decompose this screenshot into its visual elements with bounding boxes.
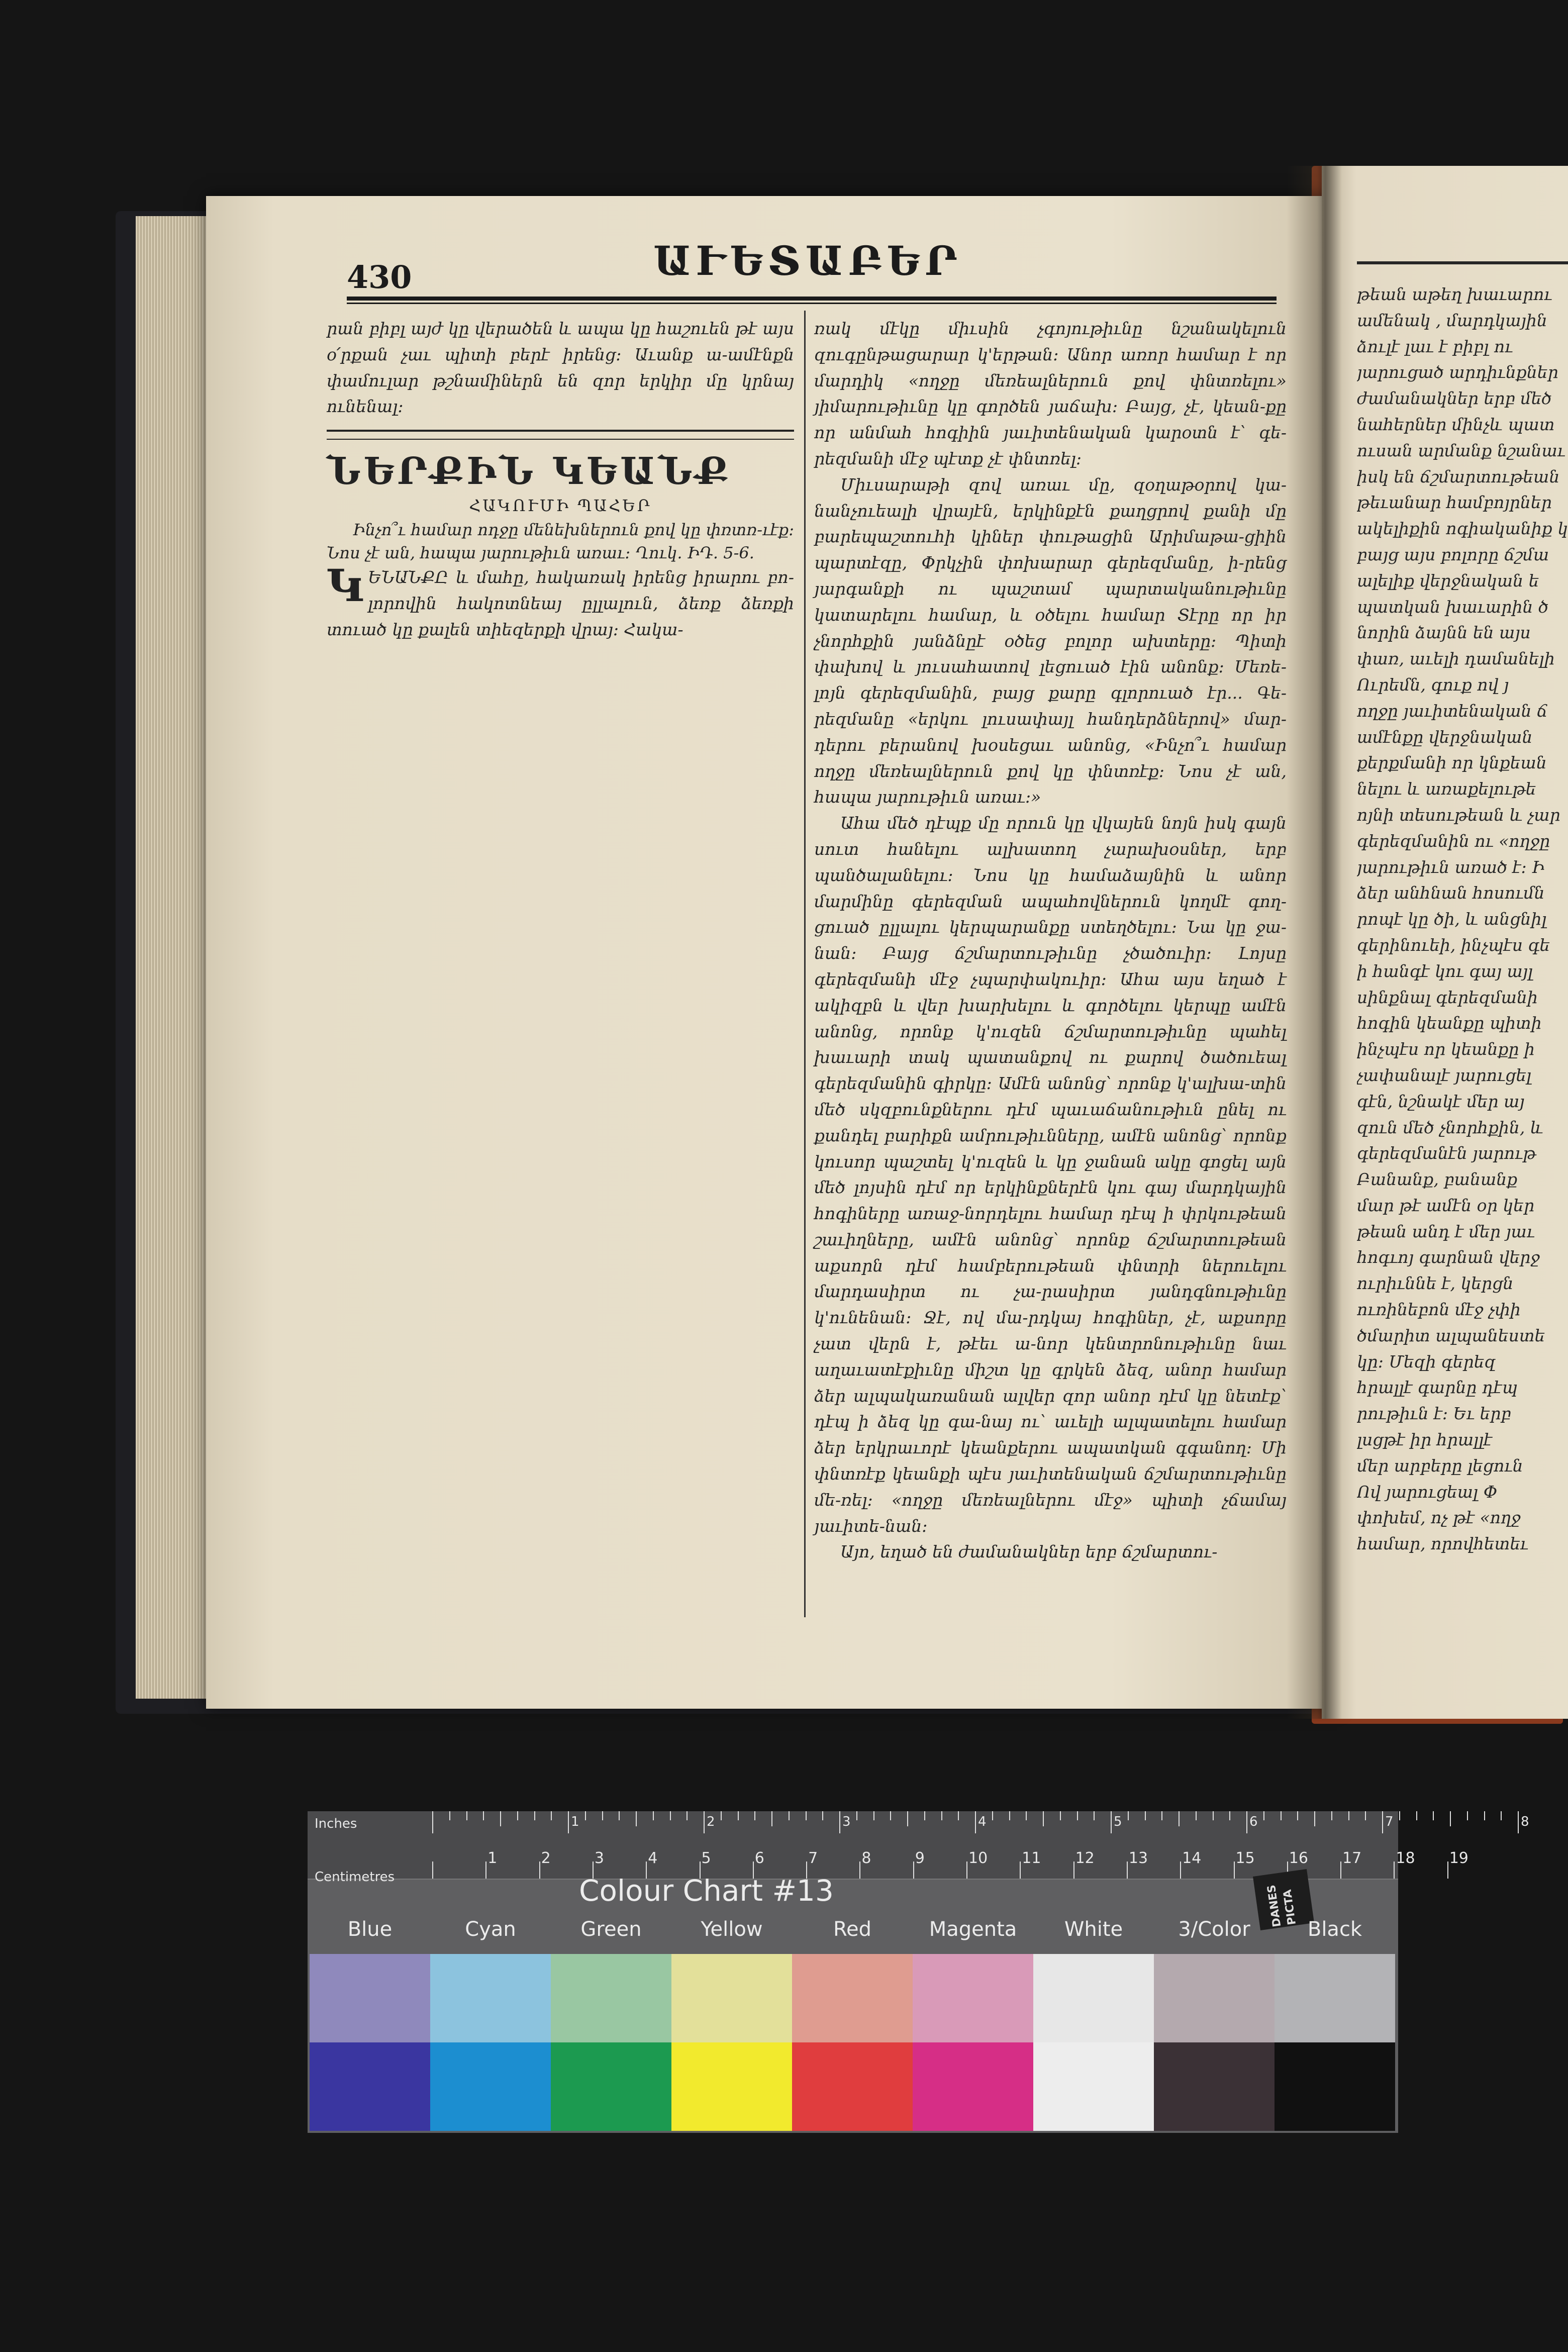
swatch-light [430,1954,551,2042]
ruler-tick [1314,1811,1315,1826]
ruler-tick [1484,1811,1485,1820]
right-page-line: ամէնքը վերջնական [1357,727,1533,747]
swatch-light [1275,1954,1395,2042]
paragraph: Ահա մեծ դէպք մը որուն կը վկայեն նոյն իսկ գայն սուտ հանելու ալխատող չարախօսներ, երբ պանծալանելու: Նոս կը համաձայնին և անոր մարմինը գերեզման ապահովներուն կողմէ գող-ցուած ըլլալու կերպարանքը ստեղծելու: Նա կը ջա-նան: Բայց ճշմարտութիւնը չծածուիր: Լոյսը գերեզմանի մէջ չպարփակուիր: Ահա այս եղած է ակիզբն և վեր խարխելու և գործելու կերպը ամէն անոնց, որոնք կ'ուզեն ճշմարտութիւնը պահել խաւարի տակ պատանքով ու քարով ծածուեալ գերեզմանին գիրկը: Ամէն անոնց՝ որոնք կ'ալխա-տին մեծ սկզբունքներու դէմ պաւաճանութիւն ընել ու քանդել բարիքն ամրութիւնները, ամէն անոնց՝ որոնք կուսոր պաշտել կ'ուզեն և կը ջանան ակը գոցել այն մեծ լոյսին դէմ որ երկինքներէն կու գայ մարդկային հոգիները առաջ-նորդելու համար դէպ ի փրկութեան շաւիղները, ամէն անոնց՝ որոնք ճշմարտութեան աքսորն դէմ համբերութեան փնտրի ներուելու մարդասիրտ ու չա-րասիրտ յանդգնութիւնը կ'ունենան: Ջէ, ով մա-րդկայ հոգիներ, չէ, աքսորը չատ վերն է, թէեւ ա-նոր կենտրոնութիւնը նաւ աղաւատէքիւնը միշտ կը գրկեն ձեզ, անոր համար ձեր ալպակառանան ալվեր զոր անոր դէմ կը նետէք՝ դէպ ի ձեզ կը գա-նայ ու՝ աւելի ալպատելու համար ձեր երկրաւորէ կեանքերու ապատկան գգանող: Մի փնտռէք կեանքի պէս յաւիտենական ճշմարտութիւնը մե-ռել: «ողջը մեռեալներու մէջ» պիտի չճամայ յաւիտե-նան: [814,813,1287,1536]
paragraph: րան բիբլ այժ կը վերածեն և ապա կը հաշուեն թէ այս օ՛րքան չաւ պիտի բերէ իրենց: Աւանք ա-ամէնքն փամուլար թշնամիներն են զոր երկիր մը կրնայ ունենալ: [327,319,794,417]
right-page-line: զուն մեծ չնորհքին, և [1357,1117,1543,1137]
right-page-text [1357,281,1568,1557]
cm-number: 18 [1396,1849,1415,1867]
cm-number: 14 [1182,1849,1202,1867]
swatch-dark [1154,2042,1275,2131]
ruler-tick [1399,1811,1400,1820]
right-page-line: չափանալէ յարուցել [1357,1065,1532,1085]
drop-cap: Կ [327,559,364,612]
section-rule-thin [327,439,794,440]
cm-tick [859,1861,860,1879]
ruler-tick [653,1811,654,1820]
ruler-tick [1196,1811,1197,1820]
right-page-line: ծմարիտ ալպանեստե [1357,1325,1545,1345]
ruler-tick [619,1811,620,1820]
inch-number: 3 [842,1814,851,1829]
inch-number: 1 [571,1814,579,1829]
epigraph: Ինչո՞ւ համար ոդջը մենեխներուն քով կը փռտռ-ւէք: Նոս չէ ան, հապա յարութիւն առաւ: Ղուկ. ԻԴ. 5-6. [327,520,794,563]
right-page-line: Բանանք, բանանք [1357,1169,1518,1190]
book-gutter [1287,166,1342,1719]
ruler-tick [1297,1811,1298,1820]
swatch-label: Cyan [465,1918,516,1941]
swatch-dark [671,2042,792,2131]
ruler-tick [721,1811,722,1820]
right-page-line: յարուցած արդիւնքներ [1357,362,1558,382]
right-page-line: գէն, նշնակէ մեր այ [1357,1091,1525,1111]
logo-text: DANES PICTA [1265,1884,1299,1928]
centimetres-label: Centimetres [315,1870,395,1885]
inches-label: Inches [315,1816,357,1831]
ruler-tick [449,1811,450,1820]
cm-number: 10 [968,1849,988,1867]
cm-number: 9 [915,1849,925,1867]
ruler-tick [1111,1811,1112,1833]
ruler-tick [551,1811,552,1820]
cm-tick [1394,1861,1395,1879]
right-page-line: մար թէ ամէն օր կեր [1357,1195,1535,1215]
cm-number: 4 [648,1849,658,1867]
ruler-tick [873,1811,874,1820]
cm-tick [432,1861,433,1879]
right-page-line: իսկ են ճշմարտութեան [1357,466,1560,486]
right-page-line: պատկան խաւարին ծ [1357,597,1549,617]
right-page-line: յարութիւն առած է: Ի [1357,857,1545,877]
ruler-tick [839,1811,840,1833]
ruler-tick [771,1811,772,1826]
swatch-light [551,1954,671,2042]
ruler-tick [907,1811,908,1826]
inch-number: 4 [978,1814,987,1829]
inch-number: 5 [1114,1814,1122,1829]
swatch-light [671,1954,792,2042]
cm-number: 6 [754,1849,764,1867]
page-number: 430 [347,259,412,296]
cm-tick [1340,1861,1341,1879]
right-page-line: հոգւոյ գարնան վերջ [1357,1247,1540,1267]
right-column [814,316,1287,1565]
right-page-line: ի հանգէ կու գայ այլ [1357,961,1533,981]
ruler-tick [1077,1811,1078,1820]
cm-number: 16 [1289,1849,1308,1867]
ruler [308,1811,1529,1885]
ruler-tick [1009,1811,1010,1820]
ruler-tick [890,1811,891,1820]
swatch-light [1033,1954,1154,2042]
ruler-tick [1094,1811,1095,1820]
running-title: ԱՒԵՏԱԲԵՐ [653,237,962,284]
ruler-tick [1382,1811,1383,1833]
ruler-tick [1026,1811,1027,1820]
right-page-line: կը: Մեզի գերեզ [1357,1351,1496,1371]
ruler-tick [924,1811,925,1820]
ruler-tick [1145,1811,1146,1820]
swatch-label: Red [833,1918,871,1941]
swatch-light [310,1954,430,2042]
column-divider [804,311,806,1617]
ruler-tick [483,1811,484,1820]
ruler-tick [1179,1811,1180,1826]
ruler-tick [1246,1811,1247,1833]
cm-number: 19 [1449,1849,1468,1867]
inch-number: 7 [1385,1814,1394,1829]
right-page-line: նորին ձայնն են այս [1357,623,1531,643]
cm-tick [1180,1861,1181,1879]
ruler-tick [1229,1811,1230,1820]
right-page-line: նահերներ մինչև պատ [1357,414,1555,434]
cm-number: 5 [701,1849,711,1867]
ruler-tick [602,1811,603,1820]
right-page-line: նելու և առաքելութե [1357,779,1536,799]
ruler-tick [1331,1811,1332,1820]
right-page-line: ողջը յաւիտենական ճ [1357,701,1548,721]
ruler-tick [789,1811,790,1820]
swatch-dark [792,2042,913,2131]
cm-tick [1073,1861,1074,1879]
cm-tick [1447,1861,1448,1879]
section-rule [327,430,794,432]
ruler-tick [1281,1811,1282,1820]
swatch-label: Blue [347,1918,393,1941]
right-page-line: փոխեմ, ոչ թէ «ողջ [1357,1508,1521,1528]
ruler-tick [1213,1811,1214,1820]
swatch-label: White [1064,1918,1123,1941]
cm-tick [539,1861,540,1879]
ruler-tick [941,1811,942,1820]
right-page-line: բայց այս բոլորը ճշմա [1357,544,1549,564]
swatch-dark [1275,2042,1395,2131]
right-page-line: Ուրեմն, գուք ով յ [1357,674,1509,695]
right-page-line: համար, որովհետեւ [1357,1534,1529,1554]
ruler-tick [1128,1811,1129,1820]
swatch-dark [1033,2042,1154,2131]
ruler-tick [992,1811,993,1820]
right-page-header-rule [1357,261,1568,264]
right-page-line: ինչպէս որ կեանքը ի [1357,1039,1535,1059]
swatch-light [1154,1954,1275,2042]
right-page-line: ոյնի տեսութեան և չար [1357,805,1560,825]
right-page-line: ձեր անհնան հոսումն [1357,883,1545,903]
ruler-tick [1365,1811,1366,1820]
right-page-line: սինքնալ գերեզմանի [1357,987,1538,1007]
cm-tick [966,1861,967,1879]
ruler-tick [1060,1811,1061,1820]
ruler-tick [1518,1811,1519,1833]
cm-tick [913,1861,914,1879]
ruler-tick [1161,1811,1162,1820]
right-page-line: քերքմանի որ կնքեան [1357,753,1547,773]
right-page-line: ակելիքին ոգիականիք կ [1357,519,1568,539]
section-subtitle: ՀԱԿՈՒՄԻ ՊԱՀԵՐ [469,496,652,516]
right-page-line: րութիւն է: Եւ երբ [1357,1404,1511,1424]
ruler-tick [856,1811,857,1820]
cm-tick [1127,1861,1128,1879]
right-page-line: ձուլէ լաւ է բիբլ ու [1357,336,1513,356]
right-page-line: փառ, աւելի դամանելի [1357,649,1555,669]
paragraph: Այո, եղած են ժամանակներ երբ ճշմարտու- [840,1542,1218,1562]
swatch-label: 3/Color [1178,1918,1250,1941]
right-page-line: գերինուեի, ինչպէս գե [1357,935,1550,955]
left-column [327,316,794,643]
right-page-line: թեան անդ է մեր յաւ [1357,1221,1535,1241]
cm-number: 15 [1235,1849,1255,1867]
right-page-line: հոգին կեանքը պիտի [1357,1013,1542,1033]
ruler-tick [806,1811,807,1820]
cm-tick [1020,1861,1021,1879]
header-rule [347,297,1277,301]
right-page-line: գերեզմանէն յարութ [1357,1143,1536,1163]
header-rule-thin [347,303,1277,304]
cm-number: 8 [861,1849,871,1867]
colour-chart-title: Colour Chart #13 [579,1874,834,1908]
ruler-tick [432,1811,433,1833]
swatch-light [913,1954,1033,2042]
lead-text: ԵՆԱՆՔԸ և մահը, հակառակ իրենց իրարու բո-լորովին հակոտնեայ ըլլալուն, ձեռք ձեռքի տուած կը քալեն տիեզերքի վրայ: Հակա- [327,567,794,639]
right-page-line: ուռինեբոն մէջ չփի [1357,1300,1521,1320]
right-page-line: ուսան արմանք նշանաւ [1357,440,1565,460]
swatch-light [792,1954,913,2042]
right-page-line: րոպէ կը ծի, և անցնիլ [1357,909,1547,929]
ruler-tick [466,1811,467,1820]
swatch-label: Black [1307,1918,1362,1941]
cm-number: 11 [1022,1849,1041,1867]
cm-number: 17 [1342,1849,1362,1867]
right-page-line: Ով յարուցեալ Փ [1357,1482,1498,1502]
cm-number: 1 [487,1849,498,1867]
right-page-line: գերեզմանին ու «ողջը [1357,831,1550,851]
right-page-line: մեր արբերը լեցուն [1357,1455,1523,1476]
cm-number: 13 [1128,1849,1148,1867]
right-page-line: ալելիք վերջնական ե [1357,570,1539,591]
right-page-line: թեան աթեղ խաւարու [1357,284,1552,304]
cm-number: 2 [541,1849,551,1867]
ruler-tick [754,1811,755,1820]
ruler-tick [1416,1811,1417,1820]
cm-number: 7 [808,1849,818,1867]
section-title: ՆԵՐՔԻՆ ԿԵԱՆՔ [327,450,732,494]
right-page-line: լսցթէ իր հրալլէ [1357,1430,1493,1450]
paragraph: Միւսարաթի զով առաւ մը, զօղաթօրով կա-նանչուեալի վրայէն, երկինքէն քաղցրով քանի մը բարեպաշտուհի կիներ փութացին Արիմաթա-ցիին պարտէզը, Փրկչին փոխարար գերեզմանը, ի-րենց յարգանքի ու պաշտամ պարտականութիւնը կատարելու համար, և օծելու համար Տէրը որ իր չնորհքին յանձնըէ օծեց բոլոր ախտերը: Պիտի փախով և յուսահատով լեցուած էին անոնք: Մեռե-լոյն գերեզմանին, բայց քարը գլորուած էր... Գե-րեզմանը «երկու լուսափայլ հանդերձներով» մար-դերու բերանով խօսեցաւ անոնց, «Ինչո՞ւ համար ողջը մեռեալներուն քով կը փնտռէք: Նոս չէ ան, հապա յարութիւն առաւ:» [814,474,1287,807]
inch-number: 2 [707,1814,715,1829]
right-page-line: ժամանակներ երբ մեծ [1357,388,1552,409]
ruler-tick [636,1811,637,1826]
ruler-tick [585,1811,586,1820]
right-page-line: հրալլէ գարնը դէպ [1357,1378,1518,1398]
right-page-line: ուրիւննե է, կերցն [1357,1273,1514,1294]
swatch-dark [551,2042,671,2131]
ruler-tick [534,1811,535,1820]
ruler-tick [975,1811,976,1833]
paragraph: ռակ մէկը միւսին չգոյութիւնը նշանակելուն զուգընթացարար կ'երթան: Անոր առոր համար է որ մարդիկ «ողջը մեռեալներուն քով փնտռելու» յիմարութիւնը կը գործեն յաճախ: Բայց, չէ, կեան-քը որ անմահ հոգիին յաւիտենական կարօտն է՝ գե-րեզմանի մէջ պէտք չէ փնտռել: [814,319,1287,468]
swatch-dark [310,2042,430,2131]
inch-number: 8 [1521,1814,1529,1829]
lead-paragraph [327,559,794,642]
inch-number: 6 [1249,1814,1258,1829]
ruler-tick [670,1811,671,1820]
ruler-tick [1348,1811,1349,1820]
ruler-tick [1433,1811,1434,1820]
right-page-line: թեւանար համբոյրներ [1357,493,1552,513]
ruler-tick [738,1811,739,1820]
cm-tick [485,1861,486,1879]
ruler-tick [1450,1811,1451,1826]
swatch-label: Magenta [929,1918,1017,1941]
ruler-tick [704,1811,705,1833]
cm-number: 12 [1075,1849,1095,1867]
ruler-tick [517,1811,518,1820]
ruler-tick [568,1811,569,1833]
cm-tick [1234,1861,1235,1879]
ruler-tick [500,1811,501,1826]
swatch-dark [430,2042,551,2131]
colour-chart [308,1811,1529,2133]
ruler-tick [1263,1811,1264,1820]
cm-number: 3 [594,1849,604,1867]
ruler-tick [687,1811,688,1820]
ruler-tick [958,1811,959,1820]
ruler-tick [1467,1811,1468,1820]
ruler-tick [1501,1811,1502,1820]
swatch-dark [913,2042,1033,2131]
swatch-label: Yellow [701,1918,763,1941]
right-page-line: ամենակ , մարդկային [1357,310,1547,330]
swatch-label: Green [580,1918,642,1941]
ruler-tick [822,1811,823,1820]
ruler-tick [1043,1811,1044,1826]
